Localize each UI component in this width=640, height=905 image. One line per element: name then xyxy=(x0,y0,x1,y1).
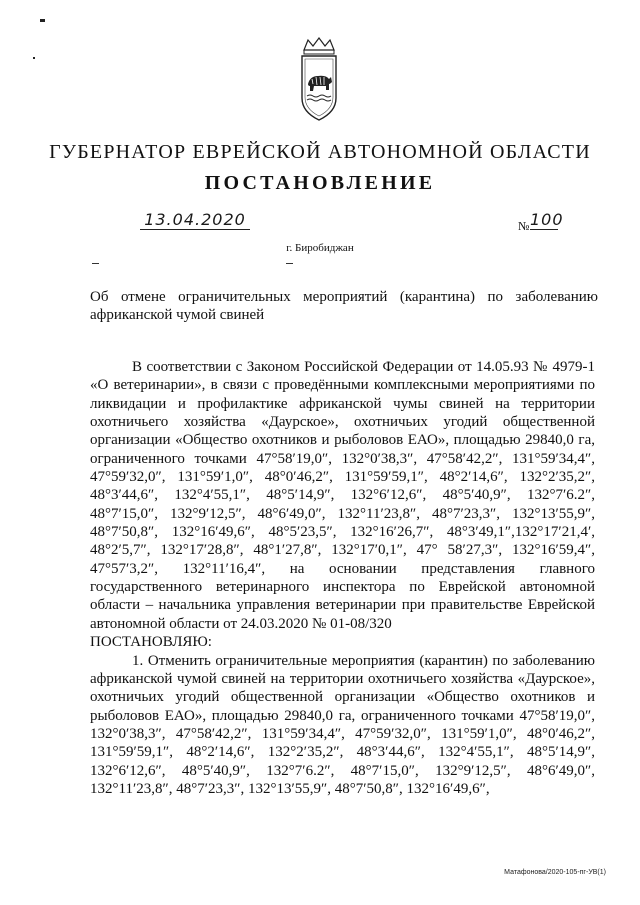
corner-mark-left xyxy=(92,263,99,268)
city-line: г. Биробиджан xyxy=(286,242,354,254)
decree-word: ПОСТАНОВЛЯЮ: xyxy=(90,634,212,651)
decree-item-1: 1. Отменить ограничительные мероприятия (карантин) по заболеванию африканской чумой свиней на территории охотничьего хозяйства «Даурское», охотничьих угодий общественной организации «Общество охотников и рыболовов ЕАО», площадью 29840,0 га, ограниченного точками 47°58′19,0″, 132°0′38,3″, 47°58′42,2″, 131°59′34,4″, 47°59′32,0″, 131°59′1,0″, 48°0′46,2″, 131°59′59,1″, 48°2′14,6″, 132°2′35,2″, 48°3′44,6″, 132°4′55,1″, 48°5′14,9″, 132°6′12,6″, 48°5′40,9″, 132°7′6.2″, 48°7′15,0″, 132°9′12,5″, 48°6′49,0″, 132°11′23,8″, 48°7′23,3″, 132°13′55,9″, 48°7′50,8″, 132°16′49,6″, xyxy=(90,652,595,797)
corner-mark-right xyxy=(286,263,293,268)
coat-of-arms-emblem xyxy=(296,36,342,124)
document-body xyxy=(90,358,595,798)
document-subject: Об отмене ограничительных мероприятий (карантина) по заболеванию африканской чумой свиней xyxy=(90,289,598,323)
footer-reference: Матафонова/2020-105-пг-УВ(1) xyxy=(504,869,606,876)
issuer-title: ГУБЕРНАТОР ЕВРЕЙСКОЙ АВТОНОМНОЙ ОБЛАСТИ xyxy=(49,141,591,163)
scan-mark xyxy=(40,19,45,22)
document-number: 100 xyxy=(530,210,564,229)
number-label: № xyxy=(518,219,530,233)
scan-mark xyxy=(33,57,35,59)
document-type-heading: ПОСТАНОВЛЕНИЕ xyxy=(204,172,436,194)
preamble-paragraph: В соответствии с Законом Российской Федерации от 14.05.93 № 4979-1 «О ветеринарии», в связи с проведёнными комплексными мероприятиями по ликвидации и профилактике африканской чумы свиней на территории охотничьего хозяйства «Даурское», охотничьих угодий общественной организации «Общество охотников и рыболовов ЕАО», площадью 29840,0 га, ограниченного точками 47°58′19,0″, 132°0′38,3″, 47°58′42,2″, 131°59′34,4″, 47°59′32,0″, 131°59′1,0″, 48°0′46,2″, 131°59′59,1″, 48°2′14,6″, 132°2′35,2″, 48°3′44,6″, 132°4′55,1″, 48°5′14,9″, 132°6′12,6″, 48°5′40,9″, 132°7′6.2″, 48°7′15,0″, 132°9′12,5″, 48°6′49,0″, 132°11′23,8″, 48°7′23,3″, 132°13′55,9″, 48°7′50,8″, 132°16′49,6″, 48°5′23,5″, 132°16′26,7″, 48°3′49,1″,132°17′21,4′, 48°2′5,7″, 132°17′28,8″, 48°1′27,8″, 132°17′0,1″, 47° 58′27,3″, 132°16′59,4″, 47°57′3,2″, 132°11′16,4″, на основании представления главного государственного ветеринарного инспектора по Еврейской автономной области – начальника управления ветеринарии при правительстве Еврейской автономной области от 24.03.2020 № 01-08/320 xyxy=(90,359,595,632)
document-date: 13.04.2020 xyxy=(140,210,250,230)
